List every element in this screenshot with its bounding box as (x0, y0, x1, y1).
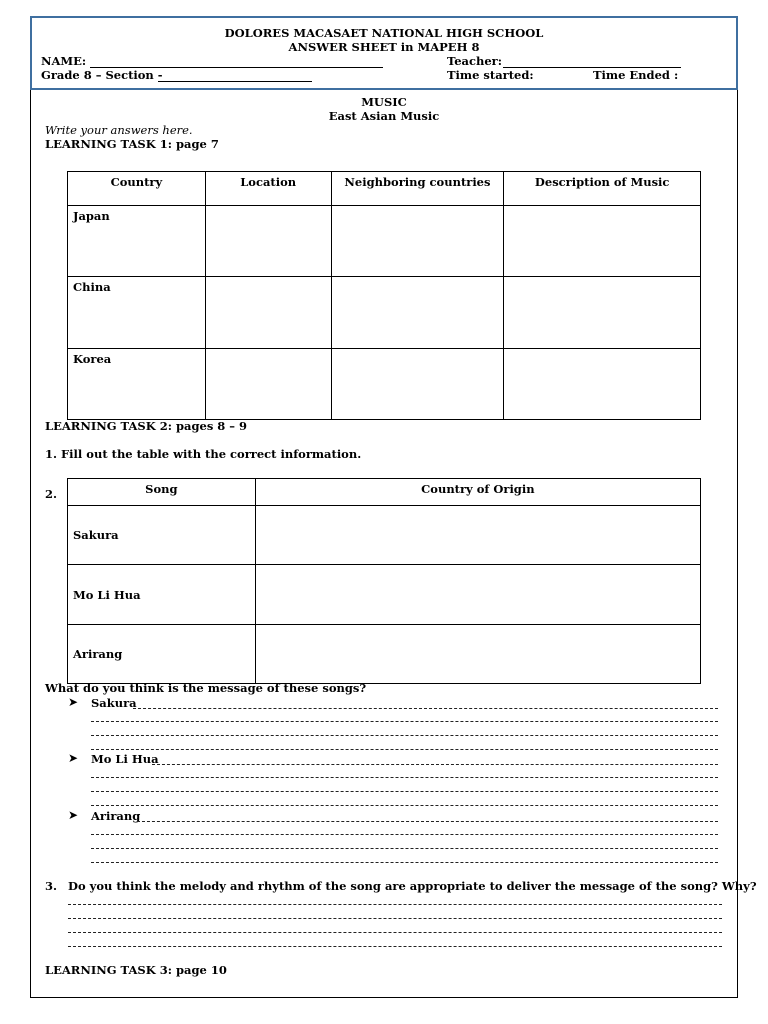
row-country: Korea (68, 349, 206, 420)
answer-line[interactable] (91, 791, 718, 792)
song-name: Arirang (68, 625, 256, 684)
answer-line[interactable] (91, 721, 718, 722)
task2-item2-number: 2. (45, 487, 58, 501)
name-label: NAME: (41, 54, 87, 68)
section-field[interactable] (158, 81, 312, 82)
answer-cell[interactable] (255, 506, 700, 565)
answer-cell[interactable] (504, 206, 701, 277)
table-row (68, 565, 701, 625)
song-name: Sakura (68, 506, 256, 565)
task1-table (67, 171, 701, 420)
answer-line[interactable] (68, 904, 722, 905)
task3-title: LEARNING TASK 3: page 10 (45, 963, 227, 977)
answer-line[interactable] (68, 918, 722, 919)
answer-cell[interactable] (331, 277, 504, 349)
col-location: Location (205, 172, 331, 206)
item3-question: Do you think the melody and rhythm of the song are appropriate to deliver the message of the song? Why? (68, 879, 757, 893)
answer-cell[interactable] (205, 206, 331, 277)
answer-line[interactable] (91, 777, 718, 778)
answer-line[interactable] (91, 749, 718, 750)
subject-title: MUSIC (361, 95, 407, 109)
songs-header-row (68, 479, 701, 506)
row-country: Japan (68, 206, 206, 277)
task1-title: LEARNING TASK 1: page 7 (45, 137, 219, 151)
answer-line[interactable] (68, 946, 722, 947)
sheet-title: ANSWER SHEET in MAPEH 8 (288, 40, 480, 54)
col-country-origin: Country of Origin (255, 479, 700, 506)
task2-item1: 1. Fill out the table with the correct information. (45, 447, 362, 461)
item3-number: 3. (45, 879, 58, 893)
col-country: Country (68, 172, 206, 206)
answer-cell[interactable] (504, 349, 701, 420)
bullet-label-sakura: Sakura (91, 696, 137, 710)
answer-cell[interactable] (205, 277, 331, 349)
task2-title: LEARNING TASK 2: pages 8 – 9 (45, 419, 248, 433)
table-row (68, 625, 701, 684)
table-row (68, 506, 701, 565)
answer-cell[interactable] (331, 206, 504, 277)
answer-cell[interactable] (255, 565, 700, 625)
time-ended-label: Time Ended : (593, 68, 679, 82)
arrow-bullet-icon: ➤ (68, 695, 79, 709)
instruction-text: Write your answers here. (45, 123, 193, 137)
answer-line[interactable] (91, 834, 718, 835)
answer-line[interactable] (91, 848, 718, 849)
arrow-bullet-icon: ➤ (68, 808, 79, 822)
task1-header-row (68, 172, 701, 206)
songs-table (67, 478, 701, 684)
answer-line[interactable] (152, 764, 718, 765)
row-country: China (68, 277, 206, 349)
col-song: Song (68, 479, 256, 506)
answer-line[interactable] (91, 862, 718, 863)
answer-line[interactable] (68, 932, 722, 933)
answer-line[interactable] (91, 735, 718, 736)
song-name: Mo Li Hua (68, 565, 256, 625)
col-neighboring: Neighboring countries (331, 172, 504, 206)
answer-line[interactable] (133, 708, 718, 709)
arrow-bullet-icon: ➤ (68, 751, 79, 765)
bullet-label-arirang: Arirang (91, 809, 141, 823)
bullet-label-mo-li-hua: Mo Li Hua (91, 752, 159, 766)
answer-cell[interactable] (205, 349, 331, 420)
time-started-label: Time started: (447, 68, 534, 82)
answer-cell[interactable] (255, 625, 700, 684)
answer-cell[interactable] (331, 349, 504, 420)
answer-line[interactable] (91, 805, 718, 806)
answer-cell[interactable] (504, 277, 701, 349)
table-row (68, 277, 701, 349)
teacher-label: Teacher: (447, 54, 502, 68)
col-description: Description of Music (504, 172, 701, 206)
school-name: DOLORES MACASAET NATIONAL HIGH SCHOOL (224, 26, 544, 40)
answer-line[interactable] (137, 821, 718, 822)
grade-section-label: Grade 8 – Section - (41, 68, 163, 82)
table-row (68, 349, 701, 420)
message-question: What do you think is the message of these songs? (45, 681, 367, 695)
table-row (68, 206, 701, 277)
topic-title: East Asian Music (328, 109, 440, 123)
